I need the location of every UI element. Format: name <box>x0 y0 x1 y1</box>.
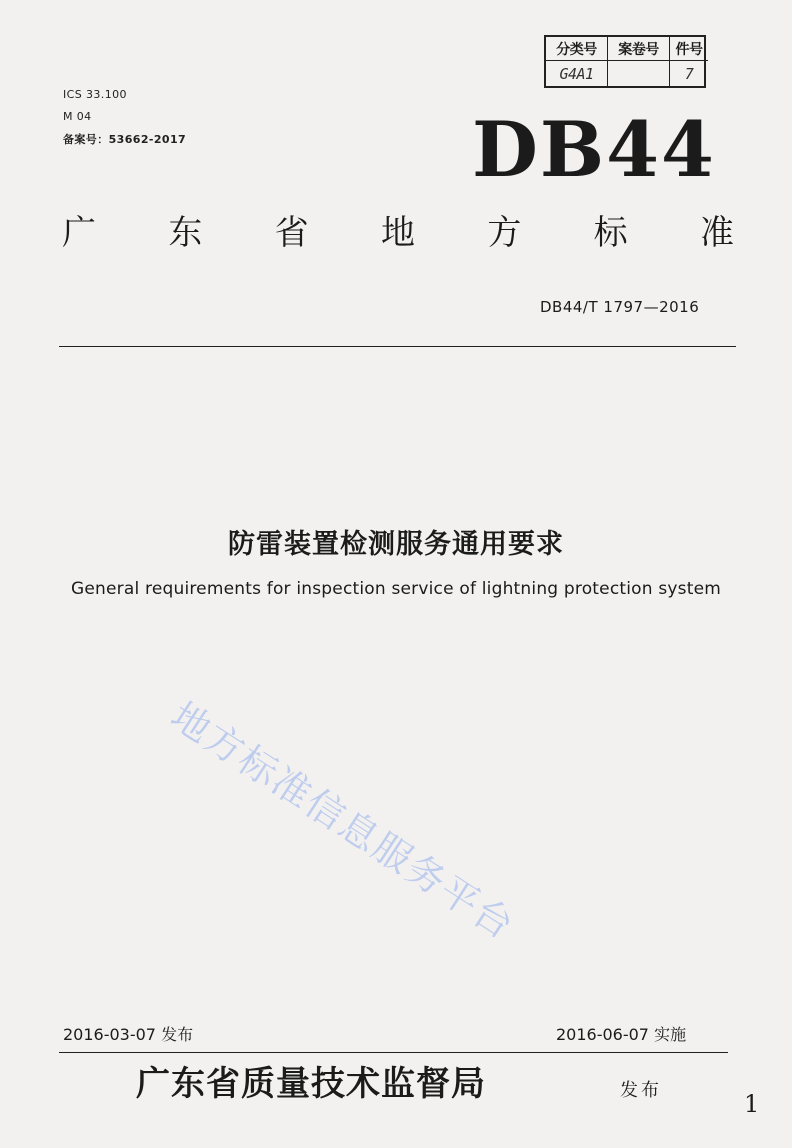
std-type-char: 地 <box>380 213 415 253</box>
issue-label: 发布 <box>620 1080 662 1101</box>
ics-code: ICS 33.100 <box>63 88 127 101</box>
standard-number: DB44/T 1797—2016 <box>540 298 700 316</box>
title-english: General requirements for inspection service of lightning protection system <box>71 579 721 599</box>
header-divider <box>59 346 736 347</box>
footer-divider <box>59 1052 728 1053</box>
record-number: 备案号：53662-2017 <box>63 133 187 146</box>
classification-box <box>544 35 706 88</box>
issuing-authority: 广东省质量技术监督局 <box>136 1064 486 1104</box>
implement-date: 2016-06-07 实施 <box>556 1025 687 1044</box>
watermark: 地方标准信息服务平台 <box>163 693 523 949</box>
category-code: M 04 <box>63 110 92 123</box>
issue-date: 2016-03-07 发布 <box>63 1025 194 1044</box>
class-value-file <box>608 61 670 86</box>
std-type-char: 广 <box>62 213 96 253</box>
std-type-char: 东 <box>168 213 203 253</box>
page-number: 1 <box>744 1090 760 1118</box>
std-type-char: 方 <box>487 213 522 253</box>
title-chinese: 防雷装置检测服务通用要求 <box>228 529 564 560</box>
std-type-char: 省 <box>274 213 309 253</box>
class-value-item: 7 <box>684 64 694 83</box>
class-value-category: G4A1 <box>546 61 608 86</box>
db-code-title: DB44 <box>472 105 716 194</box>
class-header-category: 分类号 <box>546 37 608 61</box>
std-type-char: 准 <box>699 213 734 253</box>
class-header-item: 件号 <box>670 37 708 61</box>
std-type-char: 标 <box>593 213 628 253</box>
class-header-file: 案卷号 <box>608 37 670 61</box>
standard-type-title <box>62 213 734 253</box>
